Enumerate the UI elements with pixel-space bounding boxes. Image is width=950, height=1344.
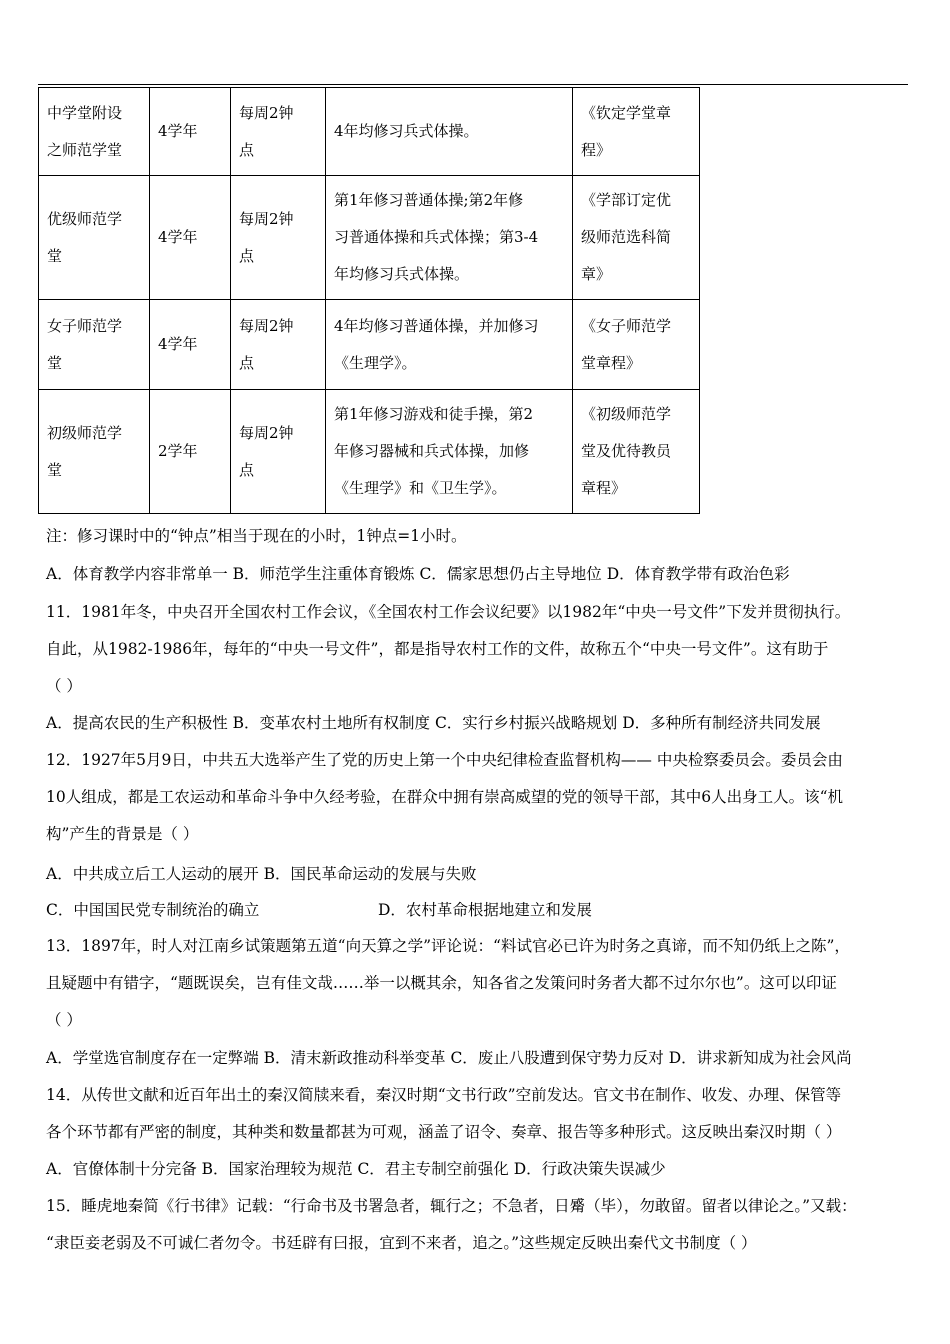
cell-text-line: 年修习器械和兵式体操，加修: [334, 442, 530, 460]
cell-text-line: 年均修习兵式体操。: [334, 265, 470, 283]
row-years-cell: [150, 88, 231, 176]
header-rule: [38, 84, 908, 85]
cell-text-line: 点: [239, 246, 255, 265]
q14-options: A．官僚体制十分完备 B．国家治理较为规范 C．君主专制空前强化 D．行政决策失误减少: [46, 1160, 666, 1178]
cell-text-line: 程》: [581, 140, 612, 159]
row-name-cell: [39, 176, 150, 300]
table-row: [39, 88, 700, 176]
q14-line-2: 各个环节都有严密的制度，其种类和数量都甚为可观，涵盖了诏令、奏章、报告等多种形式。这反映出秦汉时期（ ）: [46, 1123, 842, 1141]
q11-options: A．提高农民的生产积极性 B．变革农村土地所有权制度 C．实行乡村振兴战略规划 D．多种所有制经济共同发展: [46, 714, 821, 732]
row-years-cell: [150, 390, 231, 514]
q14-line-1: 14．从传世文献和近百年出土的秦汉简牍来看，秦汉时期“文书行政”空前发达。官文书在制作、收发、办理、保管等: [46, 1086, 842, 1104]
q13-line-2: 且疑题中有错字，“题既误矣，岂有佳文哉……举一以概其余，知各省之发策问时务者大都不过尔尔也”。这可以印证: [46, 974, 837, 992]
q13-options: A．学堂选官制度存在一定弊端 B．清末新政推动科举变革 C．废止八股遭到保守势力反对 D．讲求新知成为社会风尚: [46, 1049, 852, 1067]
table-note: 注：修习课时中的“钟点”相当于现在的小时，1钟点=1小时。: [46, 527, 467, 545]
cell-text-line: 优级师范学: [47, 209, 123, 228]
row-content-cell: [326, 300, 573, 390]
q11-line-3: （ ）: [46, 677, 82, 695]
row-content-cell: [326, 176, 573, 300]
q15-line-1: 15．睡虎地秦简《行书律》记载：“行命书及书署急者，辄行之；不急者，日觱（毕），勿敢留。留者以律论之。”又载：: [46, 1197, 857, 1215]
cell-text-line: 2学年: [158, 442, 198, 460]
cell-text-line: 中学堂附设: [47, 103, 123, 122]
row-name-cell: [39, 300, 150, 390]
cell-text-line: 《生理学》和《卫生学》。: [334, 479, 507, 497]
cell-text-line: 每周2钟: [239, 423, 294, 442]
cell-text-line: 堂章程》: [581, 353, 642, 372]
cell-text-line: 点: [239, 353, 255, 372]
cell-text-line: 《女子师范学: [581, 316, 672, 335]
row-hours-cell: [231, 390, 326, 514]
row-hours-cell: [231, 176, 326, 300]
table-row: [39, 300, 700, 390]
q12-options-ab: A．中共成立后工人运动的展开 B．国民革命运动的发展与失败: [46, 865, 477, 883]
cell-text-line: 堂及优待教员: [581, 442, 672, 460]
q11-line-2: 自此，从1982-1986年，每年的“中央一号文件”，都是指导农村工作的文件，故称五个“中央一号文件”。这有助于: [46, 640, 829, 658]
cell-text-line: 章》: [581, 265, 612, 283]
cell-text-line: 堂: [47, 353, 63, 372]
cell-text-line: 4学年: [158, 228, 198, 246]
cell-text-line: 习普通体操和兵式体操；第3-4: [334, 228, 539, 246]
cell-text-line: 第1年修习游戏和徒手操，第2: [334, 405, 534, 423]
row-content-cell: [326, 88, 573, 176]
q10-options: A．体育教学内容非常单一 B．师范学生注重体育锻炼 C．儒家思想仍占主导地位 D．体育教学带有政治色彩: [46, 565, 790, 583]
q12-line-2: 10人组成，都是工农运动和革命斗争中久经考验，在群众中拥有崇高威望的党的领导干部，其中6人出身工人。该“机: [46, 788, 844, 806]
cell-text-line: 点: [239, 140, 255, 159]
row-hours-cell: [231, 88, 326, 176]
cell-text-line: 堂: [47, 460, 63, 479]
cell-text-line: 《初级师范学: [581, 405, 672, 423]
row-years-cell: [150, 300, 231, 390]
cell-text-line: 女子师范学: [47, 316, 123, 335]
cell-text-line: 《钦定学堂章: [581, 103, 672, 122]
row-source-cell: [573, 300, 700, 390]
cell-text-line: 第1年修习普通体操;第2年修: [334, 191, 524, 209]
q13-line-3: （ ）: [46, 1011, 82, 1029]
q12-option-d: D．农村革命根据地建立和发展: [378, 901, 592, 919]
cell-text-line: 4学年: [158, 122, 198, 140]
q12-line-3: 构”产生的背景是（ ）: [46, 825, 199, 843]
row-source-cell: [573, 390, 700, 514]
row-source-cell: [573, 88, 700, 176]
cell-text-line: 章程》: [581, 479, 627, 497]
q15-line-2: “隶臣妾老弱及不可诚仁者勿令。书廷辟有曰报，宜到不来者，追之。”这些规定反映出秦代文书制度（ ）: [46, 1234, 757, 1252]
q12-option-c: C．中国国民党专制统治的确立: [46, 901, 260, 919]
cell-text-line: 初级师范学: [47, 423, 123, 442]
row-source-cell: [573, 176, 700, 300]
cell-text-line: 每周2钟: [239, 316, 294, 335]
cell-text-line: 级师范选科简: [581, 228, 672, 246]
row-hours-cell: [231, 300, 326, 390]
row-years-cell: [150, 176, 231, 300]
q11-line-1: 11．1981年冬，中央召开全国农村工作会议，《全国农村工作会议纪要》以1982年“中央一号文件”下发并贯彻执行。: [46, 603, 851, 621]
row-name-cell: [39, 390, 150, 514]
cell-text-line: 4年均修习兵式体操。: [334, 122, 479, 140]
q12-line-1: 12．1927年5月9日，中共五大选举产生了党的历史上第一个中央纪律检查监督机构—— 中央检察委员会。委员会由: [46, 751, 843, 769]
cell-text-line: 《学部订定优: [581, 191, 672, 209]
cell-text-line: 4学年: [158, 335, 198, 353]
table-row: [39, 176, 700, 300]
cell-text-line: 点: [239, 460, 255, 479]
cell-text-line: 4年均修习普通体操，并加修习: [334, 316, 539, 335]
cell-text-line: 堂: [47, 246, 63, 265]
row-content-cell: [326, 390, 573, 514]
row-name-cell: [39, 88, 150, 176]
curriculum-table: [38, 87, 700, 514]
q13-line-1: 13．1897年，时人对江南乡试策题第五道“向天算之学”评论说：“料试官必已许为时务之真谛，而不知仍纸上之陈”，: [46, 937, 850, 955]
cell-text-line: 每周2钟: [239, 209, 294, 228]
cell-text-line: 《生理学》。: [334, 353, 417, 372]
cell-text-line: 之师范学堂: [47, 140, 123, 159]
table-row: [39, 390, 700, 514]
cell-text-line: 每周2钟: [239, 103, 294, 122]
